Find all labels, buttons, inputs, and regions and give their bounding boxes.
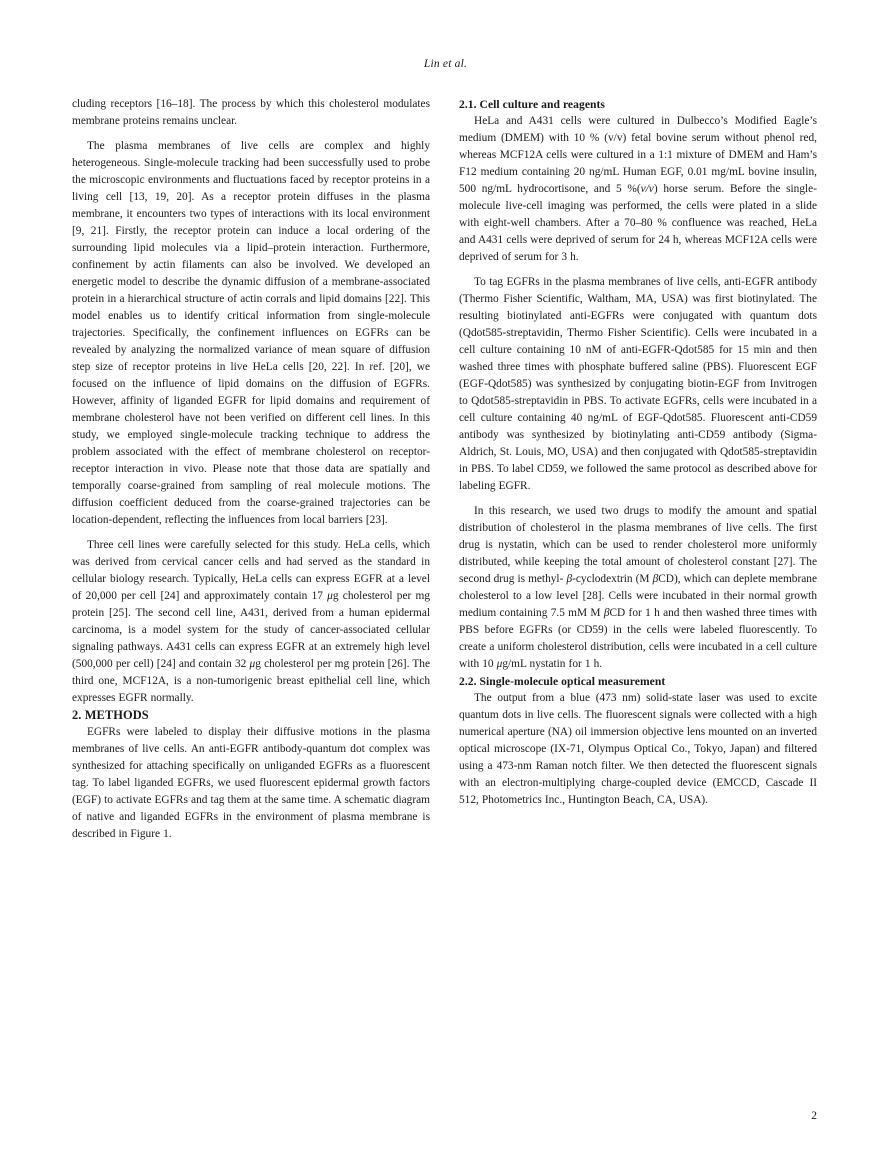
paragraph-hela-a431-culture: HeLa and A431 cells were cultured in Dulbecco’s Modified Eagle’s medium (DMEM) with 10 % (v/v) fetal bovine serum without phenol red, whereas MCF12A cells were cultured in a 1:1 mixture of DMEM and Ham’s F12 medium containing 20 ng/mL Human EGF, 0.01 mg/mL bovine insulin, 500 ng/mL hydrocortisone, and 5 %(v/v) horse serum. Before the single-molecule live-cell imaging was performed, the cells were plated in a slide with eight-well chambers. After a 70–80 % confluence was reached, HeLa and A431 cells were deprived of serum for 24 h, whereas MCF12A cells were deprived of serum for 3 h.: [459, 115, 817, 263]
two-column-body: [72, 96, 817, 1096]
right-column: [459, 96, 817, 809]
subsection-heading-cell-culture: 2.1. Cell culture and reagents: [459, 98, 605, 111]
paragraph-tag-egfrs: To tag EGFRs in the plasma membranes of live cells, anti-EGFR antibody (Thermo Fisher Scientific, Waltham, MA, USA) was first biotinylated. The resulting biotinylated anti-EGFRs were conjugated with quantum dots (Qdot585-streptavidin, Thermo Fisher Scientific). Cells were incubated in a cell culture containing 10 nM of anti-EGFR-Qdot585 for 15 min and then washed three times with phosphate buffered saline (PBS). Fluorescent EGF (EGF-Qdot585) was synthesized by conjugating biotin-EGF from Invitrogen to Qdot585-streptavidin in PBS. To activate EGFRs, cells were incubated in a cell culture containing 40 ng/mL of EGF-Qdot585. Fluorescent anti-CD59 antibody was synthesized by biotinylating anti-CD59 antibody (Sigma-Aldrich, St. Louis, MO, USA) and then conjugated with Qdot585-streptavidin in PBS. To label CD59, we followed the same protocol as described above for labeling EGFR.: [459, 276, 817, 493]
math-italic-symbol: μ: [496, 658, 503, 671]
paragraph-plasma-membranes: The plasma membranes of live cells are complex and highly heterogeneous. Single-molecule tracking had been successfully used to probe the microscopic environments and fluctuations faced by receptor proteins in a living cell [13, 19, 20]. As a receptor protein diffuses in the plasma membrane, it encounters two types of interactions with its local environment [9, 21]. Firstly, the receptor protein can induce a local ordering of the surrounding lipid molecules via a lipid–protein interaction. Furthermore, confinement by actin filaments can also be involved. We developed an energetic model to describe the dynamic diffusion of a membrane-associated protein in a hierarchical structure of actin corrals and lipid domains [22]. This model enables us to identify critical information from single-molecule trajectories. Specifically, the confinement influences on EGFRs can be revealed by analyzing the normalized variance of mean square of diffusion step size of receptor proteins in live HeLa cells [20, 22]. In ref. [20], we focused on the influence of lipid domains on the diffusion of EGFRs. However, affinity of liganded EGFR for lipid domains and requirement of membrane cholesterol have not been verified on different cell lines. In this study, we employed single-molecule tracking technique to address the problem associated with the effect of membrane cholesterol on receptor-receptor interaction in vivo. Please note that those data are spatially and temporally coarse-grained from sampling of real molecule motions. The diffusion coefficient deduced from the coarse-grained trajectories can be location-dependent, reflecting the influences from local barriers [23].: [72, 140, 430, 527]
paragraph-three-cell-lines: Three cell lines were carefully selected for this study. HeLa cells, which was derived from cervical cancer cells and had served as the standard in cellular biology research. Typically, HeLa cells can express EGFR at a level of 20,000 per cell [24] and approximately contain 17 μg cholesterol per mg protein [25]. The second cell line, A431, derived from a human epidermal carcinoma, is a model system for the study of cancer-associated cellular signaling pathways. A431 cells can express EGFR at an extremely high level (500,000 per cell) [24] and contain 32 μg cholesterol per mg protein [26]. The third one, MCF12A, is a non-tumorigenic breast epithelial cell line, which expresses EGFR normally.: [72, 539, 431, 705]
left-column: [72, 96, 430, 843]
math-italic-symbol: β: [652, 573, 659, 586]
math-italic-symbol: v/v: [640, 183, 654, 195]
math-italic-symbol: μ: [249, 658, 256, 671]
math-italic-symbol: μ: [327, 590, 333, 603]
math-italic-symbol: β: [566, 573, 573, 586]
subsection-heading-single-molecule-optical: 2.2. Single-molecule optical measurement: [459, 675, 666, 689]
paragraph-blue-laser: The output from a blue (473 nm) solid-state laser was used to excite quantum dots in live cells. The fluorescent signals were collected with a high numerical aperture (NA) oil immersion objective lens mounted on an inverted optical microscope (IX-71, Olympus Optical Co., Tokyo, Japan) and filtered using a 473-nm Raman notch filter. We then detected the fluorescent signals with an electron-multiplying charge-coupled device (EMCCD, Cascade II 512, Photometrics Inc., Huntington Beach, CA, USA).: [459, 692, 817, 807]
page-number: 2: [811, 1110, 817, 1122]
math-italic-symbol: β: [603, 607, 610, 620]
paragraph-cholesterol-continued: cluding receptors [16–18]. The process by which this cholesterol modulates membrane proteins remains unclear.: [72, 98, 430, 127]
running-head: Lin et al.: [423, 58, 468, 70]
paragraph-two-drugs: In this research, we used two drugs to modify the amount and spatial distribution of cholesterol in the plasma membranes of live cells. The first drug is nystatin, which can be used to render cholesterol more uniformly distributed, while keeping the total amount of cholesterol constant [27]. The second drug is methyl- β-cyclodextrin (M βCD), which can deplete membrane cholesterol to a low level [28]. Cells were incubated in their normal growth medium containing 7.5 mM M βCD for 1 h and then washed three times with PBS before EGFRs (or CD59) in the cells were labeled fluorescently. To create a uniform cholesterol distribution, cells were incubated in a cell culture with 10 μg/mL nystatin for 1 h.: [459, 505, 817, 671]
paragraph-egfrs-labeled: EGFRs were labeled to display their diffusive motions in the plasma membranes of live cells. An anti-EGFR antibody-quantum dot complex was synthesized for attaching specifically on unliganded EGFRs as a fluorescent tag. To label liganded EGFRs, we used fluorescent epidermal growth factors (EGF) to activate EGFRs and tag them at the same time. A schematic diagram of native and liganded EGFRs in the environment of plasma membrane is described in Figure 1.: [72, 726, 430, 841]
section-heading-methods: 2. METHODS: [72, 708, 149, 723]
